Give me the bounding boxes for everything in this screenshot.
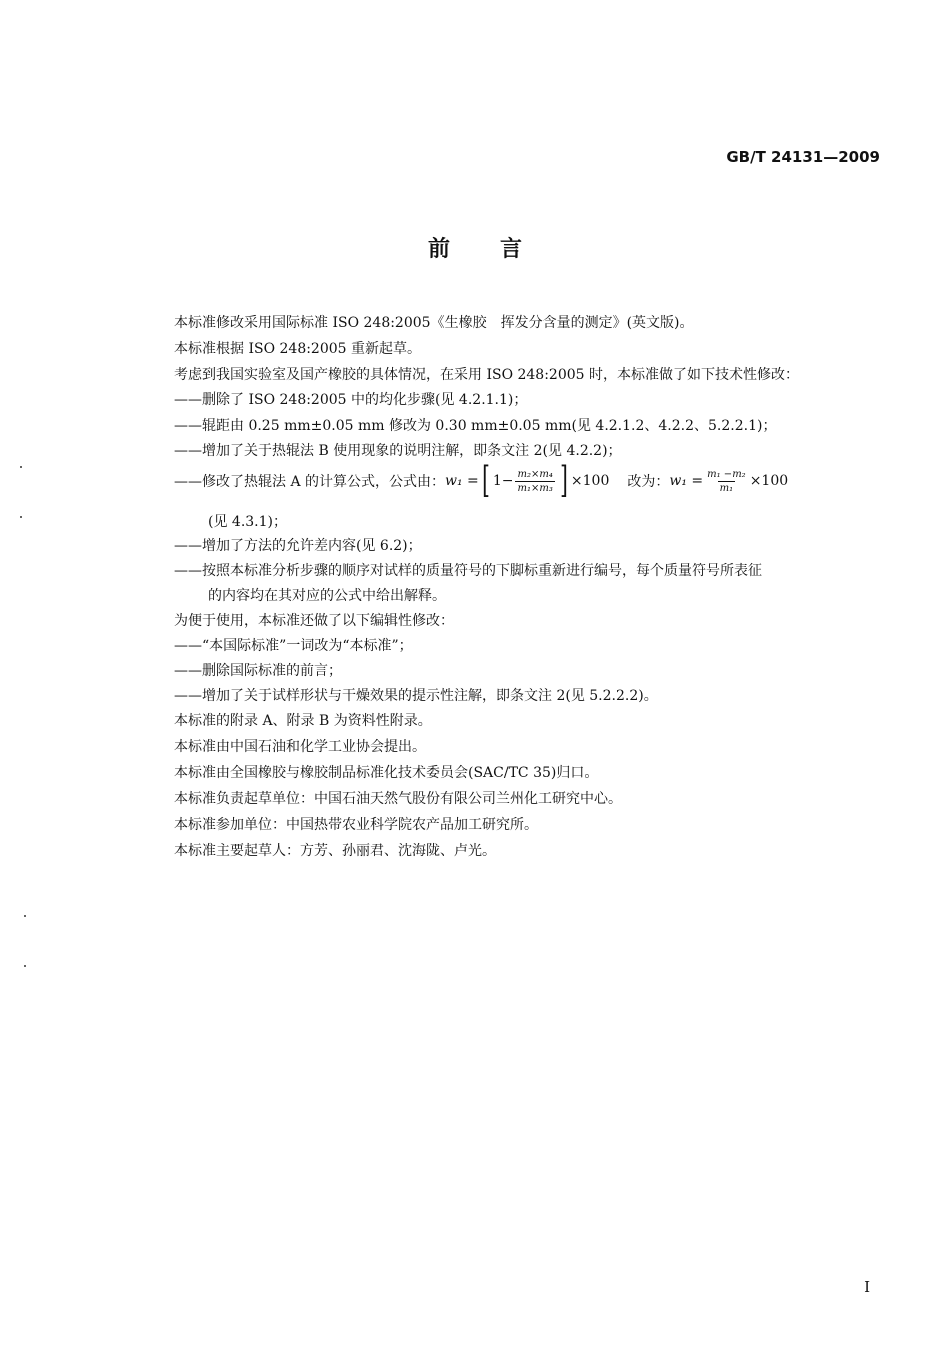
list-item: ——辊距由 0.25 mm±0.05 mm 修改为 0.30 mm±0.05 mm(见 4.2.1.2、4.2.2、5.2.2.1)； <box>174 418 777 434</box>
standard-number: GB/T 24131—2009 <box>726 148 880 166</box>
list-item: ——删除国际标准的前言； <box>174 663 342 679</box>
formula2-denominator: m₁ <box>719 482 734 494</box>
list-item: ——增加了方法的允许差内容(见 6.2)； <box>174 538 422 554</box>
formula1-one: 1− <box>492 473 514 489</box>
formula1-denominator: m₁×m₃ <box>517 482 553 494</box>
scan-speck <box>24 915 26 917</box>
para-participating-unit: 本标准参加单位：中国热带农业科学院农产品加工研究所。 <box>174 817 538 833</box>
scan-speck <box>20 516 22 518</box>
formula-continuation: (见 4.3.1)； <box>208 514 287 530</box>
scan-speck <box>24 965 26 967</box>
list-item: ——删除了 ISO 248:2005 中的均化步骤(见 4.2.1.1)； <box>174 392 528 408</box>
para-committee: 本标准由全国橡胶与橡胶制品标准化技术委员会(SAC/TC 35)归口。 <box>174 765 599 781</box>
formula1-numerator: m₂×m₄ <box>517 468 553 480</box>
page-title: 前言 <box>427 237 572 262</box>
para-drafters: 本标准主要起草人：方芳、孙丽君、沈海陇、卢光。 <box>174 843 496 859</box>
para-editorial-changes: 为便于使用，本标准还做了以下编辑性修改： <box>174 613 454 629</box>
scan-speck <box>20 466 22 468</box>
formula-middle: 改为： <box>627 474 670 490</box>
para-technical-changes: 考虑到我国实验室及国产橡胶的具体情况，在采用 ISO 248:2005 时，本标准做了如下技术性修改： <box>174 367 800 383</box>
para-annex: 本标准的附录 A、附录 B 为资料性附录。 <box>174 713 432 729</box>
list-item: ——按照本标准分析步骤的顺序对试样的质量符号的下脚标重新进行编号，每个质量符号所表征 <box>174 563 762 579</box>
formula1-tail: ×100 <box>570 473 610 489</box>
list-item: ——增加了关于热辊法 B 使用现象的说明注解，即条文注 2(见 4.2.2)； <box>174 443 622 459</box>
formula2-tail: ×100 <box>749 473 789 489</box>
page-number: I <box>864 1278 870 1296</box>
list-item-continuation: 的内容均在其对应的公式中给出解释。 <box>208 588 446 604</box>
left-bracket: [ <box>481 460 490 501</box>
formula-list-item <box>174 460 789 501</box>
list-item: ——“本国际标准”一词改为“本标准”； <box>174 638 413 654</box>
formula-prefix: ——修改了热辊法 A 的计算公式，公式由： <box>174 474 446 490</box>
formula2-numerator: m₁ −m₂ <box>707 468 746 480</box>
para-proposer: 本标准由中国石油和化学工业协会提出。 <box>174 739 426 755</box>
formula2-lhs: w₁ = <box>669 473 704 489</box>
formula1-fraction <box>515 469 554 494</box>
para-adoption: 本标准修改采用国际标准 ISO 248:2005《生橡胶 挥发分含量的测定》(英文版)。 <box>174 315 694 331</box>
list-item: ——增加了关于试样形状与干燥效果的提示性注解，即条文注 2(见 5.2.2.2)。 <box>174 688 658 704</box>
formula2-fraction <box>705 469 748 494</box>
right-bracket: ] <box>560 460 568 501</box>
formula1-lhs: w₁ = <box>445 473 479 489</box>
para-redrafted: 本标准根据 ISO 248:2005 重新起草。 <box>174 341 422 357</box>
para-drafting-unit: 本标准负责起草单位：中国石油天然气股份有限公司兰州化工研究中心。 <box>174 791 622 807</box>
